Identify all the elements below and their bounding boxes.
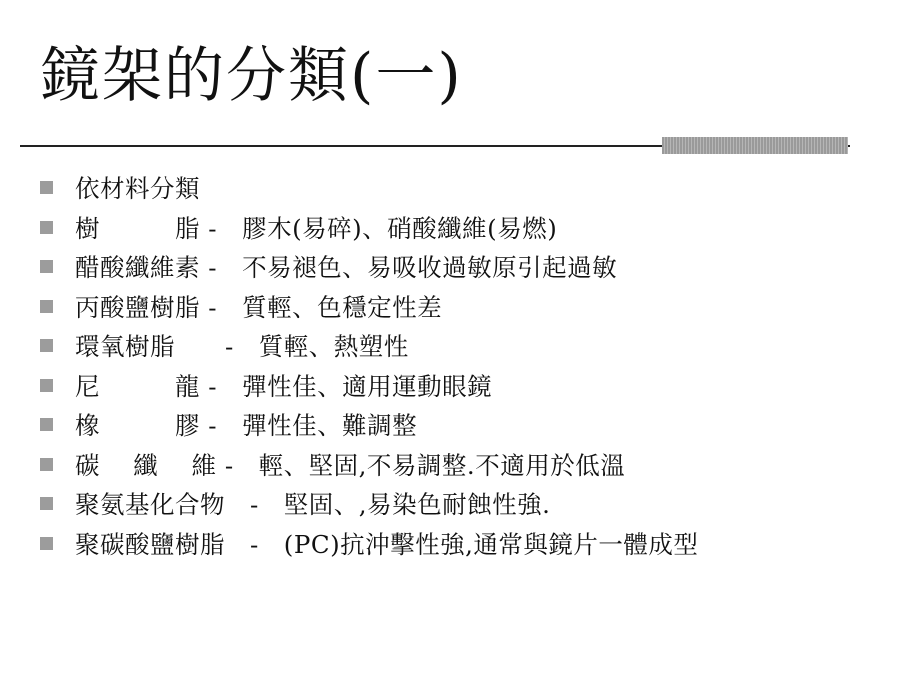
square-bullet-icon (40, 260, 53, 273)
title-accent-bar (662, 137, 848, 154)
list-item-text: 丙酸鹽樹脂 - 質輕、色穩定性差 (75, 292, 443, 322)
list-item-text: 聚氨基化合物 - 堅固、,易染色耐蝕性強. (75, 490, 551, 520)
square-bullet-icon (40, 418, 53, 431)
list-item-text: 醋酸纖維素 - 不易褪色、易吸收過敏原引起過敏 (75, 253, 618, 283)
list-item-text: 聚碳酸鹽樹脂 - (PC)抗沖擊性強,通常與鏡片一體成型 (75, 529, 699, 559)
list-item (40, 484, 880, 524)
list-item (40, 208, 880, 248)
list-item-text: 環氧樹脂 - 質輕、熱塑性 (75, 332, 409, 362)
bullet-list (40, 168, 880, 563)
list-item (40, 366, 880, 406)
list-item (40, 287, 880, 327)
square-bullet-icon (40, 458, 53, 471)
list-item-text: 橡 膠 - 彈性佳、難調整 (75, 411, 418, 441)
square-bullet-icon (40, 497, 53, 510)
list-item (40, 524, 880, 564)
square-bullet-icon (40, 537, 53, 550)
list-item (40, 405, 880, 445)
list-item (40, 247, 880, 287)
square-bullet-icon (40, 379, 53, 392)
list-item-text: 尼 龍 - 彈性佳、適用運動眼鏡 (75, 371, 493, 401)
list-item (40, 326, 880, 366)
slide-title: 鏡架的分類(一) (40, 41, 463, 111)
list-item-text: 依材料分類 (75, 174, 200, 204)
list-item-text: 碳 纖 維 - 輕、堅固,不易調整.不適用於低溫 (75, 450, 626, 480)
list-item-text: 樹 脂 - 膠木(易碎)、硝酸纖維(易燃) (75, 213, 558, 243)
square-bullet-icon (40, 300, 53, 313)
list-item (40, 445, 880, 485)
square-bullet-icon (40, 181, 53, 194)
square-bullet-icon (40, 339, 53, 352)
list-item (40, 168, 880, 208)
square-bullet-icon (40, 221, 53, 234)
